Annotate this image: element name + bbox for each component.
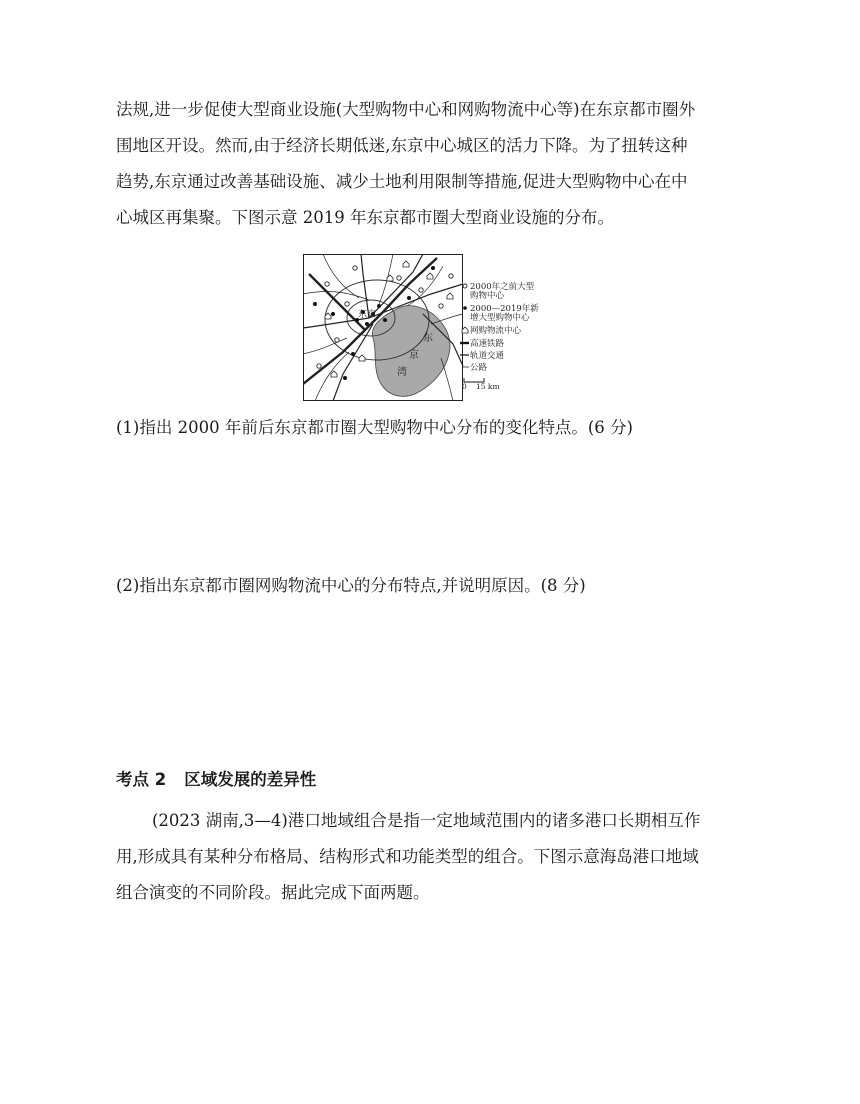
section-title: 区域发展的差异性 [184,770,317,789]
shopping-center-new [383,318,387,322]
legend-new-label: 增大型购物中心 [470,313,530,323]
intro-line: 围地区开设。然而,由于经济长期低迷,东京中心城区的活力下降。为了扭转这种 [116,136,688,155]
section-line: (2023 湖南,3—4)港口地域组合是指一定地域范围内的诸多港口长期相互作 [152,811,701,830]
shopping-center-pre2000 [449,274,453,278]
question-2: (2)指出东京都市圈网购物流中心的分布特点,并说明原因。(8 分) [116,576,586,595]
map-label-bay: 湾 [397,367,407,378]
legend-new-label: 2000—2019年新 [470,304,539,314]
map-label-tokyo: 东京 [358,310,377,320]
shopping-center-pre2000 [397,276,401,280]
intro-line: 法规,进一步促使大型商业设施(大型购物中心和网购物流中心等)在东京都市圈外 [116,100,696,119]
shopping-center-pre2000 [317,364,321,368]
legend-scale-zero: 0 [462,382,467,391]
section-line: 用,形成具有某种分布格局、结构形式和功能类型的组合。下图示意海岛港口地域 [116,847,699,866]
shopping-center-new [351,352,355,356]
shopping-center-new [313,302,317,306]
legend-scale-km: 15 km [476,382,500,391]
legend-logistics-label: 网购物流中心 [470,326,522,336]
map-label-bay: 东 [423,333,433,344]
map-legend [460,281,539,391]
shopping-center-pre2000 [419,288,423,292]
shopping-center-new [365,322,369,326]
shopping-center-new [407,296,411,300]
shopping-center-pre2000 [325,282,329,286]
shopping-center-pre2000 [439,304,443,308]
intro-line: 心城区再集聚。下图示意 2019 年东京都市圈大型商业设施的分布。 [116,208,614,227]
section-paragraph [116,803,748,911]
map-label-bay: 京 [409,350,419,361]
shopping-center-new [331,312,335,316]
legend-hsr-label: 高速铁路 [470,339,505,349]
legend-new-icon [463,306,467,310]
shopping-center-new [431,266,435,270]
intro-line: 趋势,东京通过改善基础设施、减少土地利用限制等措施,促进大型购物中心在中 [116,172,688,191]
legend-pre2000-icon [463,284,467,288]
legend-pre2000-label: 2000年之前大型 [470,282,535,292]
section-line: 组合演变的不同阶段。据此完成下面两题。 [116,883,430,902]
shopping-center-pre2000 [345,302,349,306]
section-label: 考点 2 [116,770,167,789]
legend-rail-label: 轨道交通 [470,351,505,361]
tokyo-commercial-map [303,254,565,401]
intro-paragraph [116,92,748,236]
question-1: (1)指出 2000 年前后东京都市圈大型购物中心分布的变化特点。(6 分) [116,418,633,437]
shopping-center-new [343,376,347,380]
legend-road-label: 公路 [470,363,488,373]
shopping-center-pre2000 [335,338,339,342]
shopping-center-pre2000 [353,266,357,270]
shopping-center-new [377,304,381,308]
section-heading [116,766,316,790]
legend-pre2000-label: 购物中心 [470,291,505,301]
